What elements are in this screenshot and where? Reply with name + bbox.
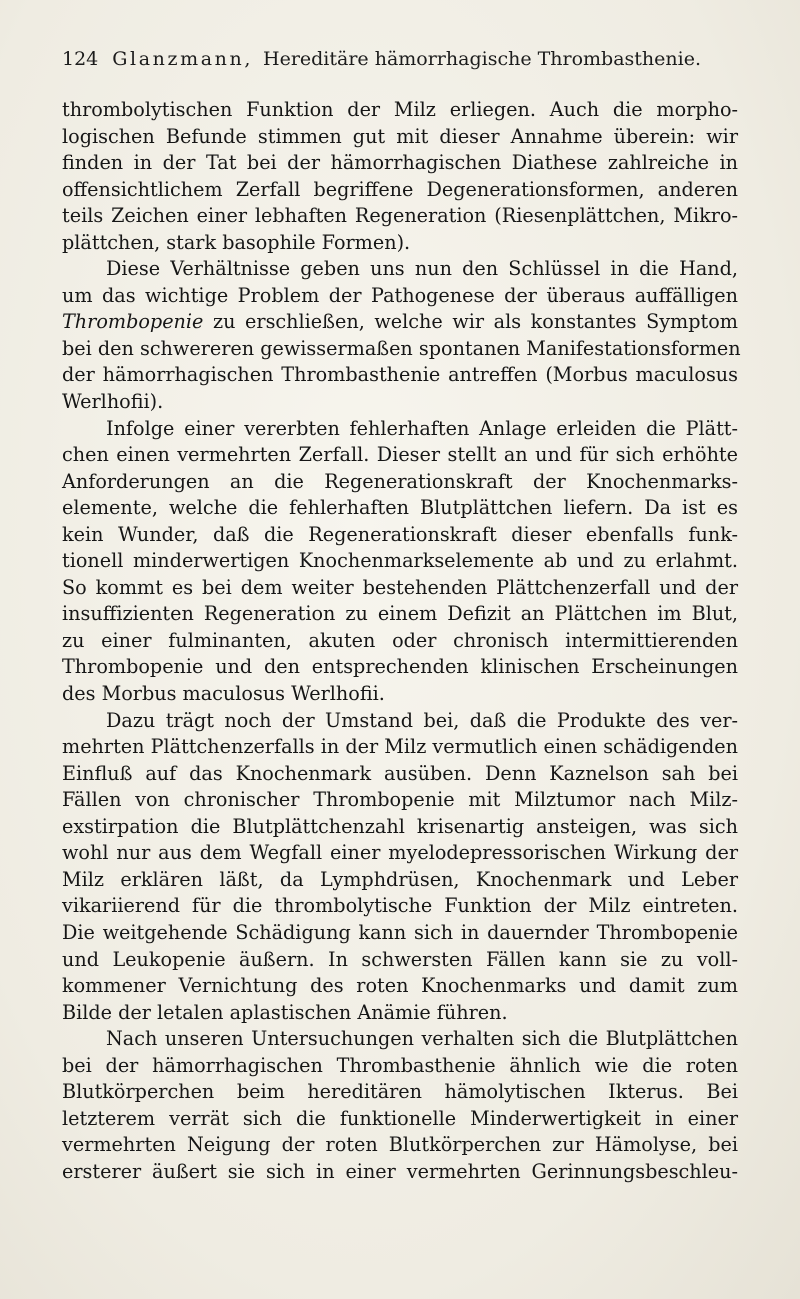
text-line: bei der hämorrhagischen Thrombasthenie ähnlich wie die roten	[62, 1053, 738, 1077]
text-line: plättchen, stark basophile Formen).	[62, 230, 411, 254]
text-line: Diese Verhältnisse geben uns nun den Schlüssel in die Hand,	[106, 257, 738, 281]
text-line: bei den schwereren gewissermaßen spontanen Manifestationsformen	[62, 336, 741, 360]
paragraph-3	[62, 416, 738, 708]
text-line: kommener Vernichtung des roten Knochenmarks und damit zum	[62, 974, 738, 998]
text-line: und Leukopenie äußern. In schwersten Fällen kann sie zu voll-	[62, 947, 738, 971]
author-name: Glanzmann,	[112, 48, 253, 70]
text-line: um das wichtige Problem der Pathogenese der überaus auffälligen	[62, 283, 738, 307]
paragraph-4	[62, 708, 738, 1027]
text-line: Dazu trägt noch der Umstand bei, daß die Produkte des ver-	[106, 708, 738, 732]
text-line: logischen Befunde stimmen gut mit dieser Annahme überein: wir	[62, 124, 738, 148]
text-line: Blutkörperchen beim hereditären hämolytischen Ikterus. Bei	[62, 1080, 738, 1104]
paragraph-5	[62, 1026, 738, 1185]
text-line: kein Wunder, daß die Regenerationskraft dieser ebenfalls funk-	[62, 522, 738, 546]
text-line: Thrombopenie und den entsprechenden klinischen Erscheinungen	[62, 655, 738, 679]
text-line: chen einen vermehrten Zerfall. Dieser stellt an und für sich erhöhte	[62, 443, 738, 467]
paragraph-1	[62, 97, 738, 256]
text-line: Die weitgehende Schädigung kann sich in dauernder Thrombopenie	[62, 920, 738, 944]
text-line: Bilde der letalen aplastischen Anämie führen.	[62, 1000, 508, 1024]
text-line: So kommt es bei dem weiter bestehenden Plättchenzerfall und der	[62, 575, 738, 599]
body-text	[62, 97, 741, 1185]
text-run: zu erschließen, welche wir als konstantes Symptom	[203, 310, 738, 334]
text-line: Werlhofii).	[62, 390, 164, 414]
text-line: mehrten Plättchenzerfalls in der Milz vermutlich einen schädigenden	[62, 735, 738, 759]
text-line: exstirpation die Blutplättchenzahl krisenartig ansteigen, was sich	[62, 814, 738, 838]
text-line: Anforderungen an die Regenerationskraft der Knochenmarks-	[62, 469, 738, 493]
text-line: Milz erklären läßt, da Lymphdrüsen, Knochenmark und Leber	[62, 867, 738, 891]
text-line: teils Zeichen einer lebhaften Regeneration (Riesenplättchen, Mikro-	[62, 204, 738, 228]
text-line: vermehrten Neigung der roten Blutkörperchen zur Hämolyse, bei	[62, 1133, 738, 1157]
emphasized-term: Thrombopenie	[62, 310, 204, 334]
text-line: offensichtlichem Zerfall begriffene Degenerationsformen, anderen	[62, 177, 738, 201]
text-line: zu einer fulminanten, akuten oder chronisch intermittierenden	[62, 628, 738, 652]
text-line: vikariierend für die thrombolytische Funktion der Milz eintreten.	[62, 894, 738, 918]
text-line: finden in der Tat bei der hämorrhagischen Diathese zahlreiche in	[62, 151, 738, 175]
text-line: Nach unseren Untersuchungen verhalten sich die Blutplättchen	[106, 1027, 738, 1051]
text-line: insuffizienten Regeneration zu einem Defizit an Plättchen im Blut,	[62, 602, 738, 626]
text-line-with-emphasis	[62, 309, 738, 336]
text-line: letzterem verrät sich die funktionelle Minderwertigkeit in einer	[62, 1106, 738, 1130]
text-line: thrombolytischen Funktion der Milz erliegen. Auch die morpho-	[62, 98, 738, 121]
paragraph-2	[62, 256, 741, 415]
text-line: Infolge einer vererbten fehlerhaften Anlage erleiden die Plätt-	[106, 416, 738, 440]
text-line: ersterer äußert sie sich in einer vermehrten Gerinnungsbeschleu-	[62, 1159, 738, 1183]
text-line: Einfluß auf das Knochenmark ausüben. Denn Kaznelson sah bei	[62, 761, 738, 785]
page-number: 124	[62, 48, 99, 70]
text-line: elemente, welche die fehlerhaften Blutplättchen liefern. Da ist es	[62, 496, 738, 520]
text-line: des Morbus maculosus Werlhofii.	[62, 682, 385, 706]
running-header	[62, 48, 752, 70]
text-line: tionell minderwertigen Knochenmarkselemente ab und zu erlahmt.	[62, 549, 738, 573]
text-line: wohl nur aus dem Wegfall einer myelodepressorischen Wirkung der	[62, 841, 738, 865]
text-line: Fällen von chronischer Thrombopenie mit Milztumor nach Milz-	[62, 788, 738, 812]
running-title: Hereditäre hämorrhagische Thrombasthenie.	[263, 48, 702, 70]
text-line: der hämorrhagischen Thrombasthenie antreffen (Morbus maculosus	[62, 363, 738, 387]
